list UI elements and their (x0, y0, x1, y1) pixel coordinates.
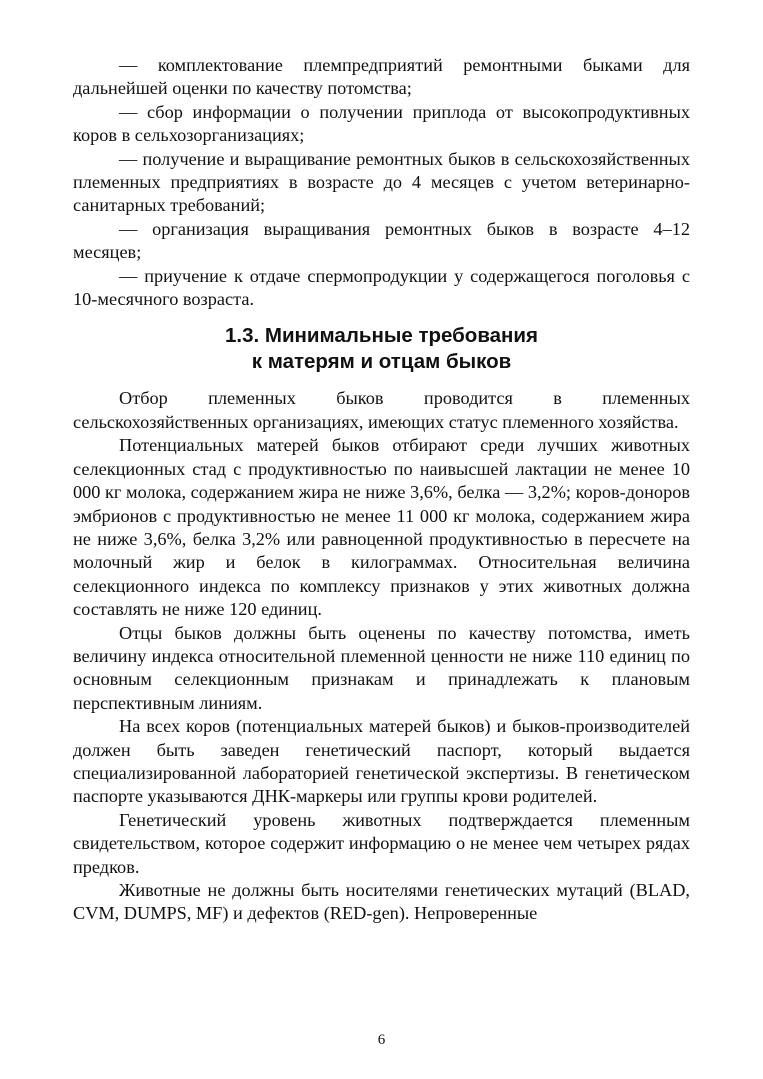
body-paragraph: Отцы быков должны быть оценены по качеству потомства, иметь величину индекса относительной племенной ценности не ниже 110 единиц по основным селекционным признакам и принадлежать к плановым перспективным линиям. (73, 622, 690, 713)
body-paragraph: На всех коров (потенциальных матерей быков) и быков-производителей должен быть заведен генетический паспорт, который выдается специализированной лабораторией генетической экспертизы. В генетическом паспорте указываются ДНК-маркеры или группы крови родителей. (73, 716, 690, 807)
section-heading-line-2: к матерям и отцам быков (251, 350, 512, 374)
list-item: — получение и выращивание ремонтных быков в сельскохозяйственных племенных предприятиях в возрасте до 4 месяцев с учетом ветеринарно-санитарных требований; (73, 148, 690, 216)
body-paragraph: Потенциальных матерей быков отбирают среди лучших животных селекционных стад с продуктивностью по наивысшей лактации не менее 10 000 кг молока, содержанием жира не ниже 3,6%, белка — 3,2%; коров-доноров эмбрионов с продуктивностью не менее 11 000 кг молока, содержанием жира не ниже 3,6%, белка 3,2% или равноценной продуктивностью в пересчете на молочный жир и белок в килограммах. Относительная величина селекционного индекса по комплексу признаков у этих животных должна составлять не ниже 120 единиц. (73, 435, 690, 620)
section-heading (73, 323, 690, 375)
section-body (73, 387, 690, 925)
section-heading-line-1: 1.3. Минимальные требования (224, 324, 538, 348)
body-paragraph: Отбор племенных быков проводится в племенных сельскохозяйственных организациях, имеющих статус племенного хозяйства. (73, 388, 690, 432)
page-content (73, 54, 690, 926)
list-item: — комплектование племпредприятий ремонтными быками для дальнейшей оценки по качеству потомства; (73, 55, 690, 99)
page-number: 6 (377, 1032, 386, 1048)
body-paragraph: Генетический уровень животных подтверждается племенным свидетельством, которое содержит информацию о не менее чем четырех рядах предков. (73, 809, 690, 877)
body-paragraph: Животные не должны быть носителями генетических мутаций (BLAD, CVM, DUMPS, MF) и дефектов (RED-gen). Непроверенные (73, 880, 690, 924)
list-item: — сбор информации о получении приплода от высокопродуктивных коров в сельхозорганизациях; (73, 101, 690, 146)
list-item: — приучение к отдаче спермопродукции у содержащегося поголовья с 10-месячного возраста. (73, 265, 690, 310)
list-item: — организация выращивания ремонтных быков в возрасте 4–12 месяцев; (73, 218, 690, 263)
